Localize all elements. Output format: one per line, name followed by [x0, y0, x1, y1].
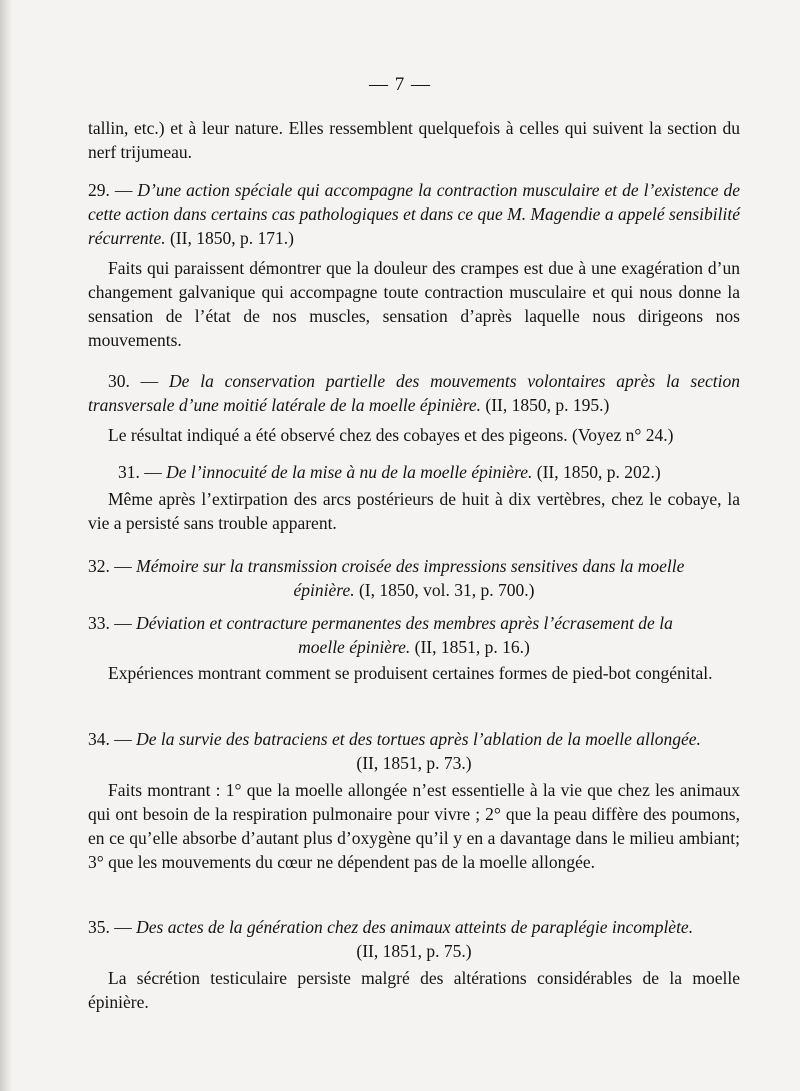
entry-32-title [88, 554, 740, 578]
entry-reference: (II, 1850, p. 171.) [169, 228, 294, 248]
entry-number: 29. — [88, 180, 133, 200]
entry-title-text: De la survie des batraciens et des tortues après l’ablation de la moelle allongée. [136, 729, 701, 749]
entry-31-body: Même après l’extirpation des arcs postérieurs de huit à dix vertèbres, chez le cobaye, la vie a persisté sans trouble apparent. [88, 489, 740, 533]
intro-paragraph: tallin, etc.) et à leur nature. Elles ressemblent quelquefois à celles qui suivent la section du nerf trijumeau. [88, 118, 740, 162]
entry-number: 32. — [88, 556, 132, 576]
entry-33-body: Expériences montrant comment se produisent certaines formes de pied-bot congénital. [108, 663, 713, 683]
entry-33-title-cont [88, 635, 740, 659]
entry-reference: (II, 1851, p. 16.) [414, 637, 530, 657]
entry-number: 34. — [88, 729, 132, 749]
entry-34-body: Faits montrant : 1° que la moelle allongée n’est essentielle à la vie que chez les animaux qui ont besoin de la respiration pulmonaire pour vivre ; 2° que la peau diffère des poumons, en ce qu’elle absorbe d’autant plus d’oxygène qu’il y en a davantage dans le milieu ambiant; 3° que les mouvements du cœur ne dépendent pas de la moelle allongée. [88, 780, 740, 872]
entry-reference: (II, 1851, p. 75.) [356, 941, 472, 961]
entry-title-text: D’une action spéciale qui accompagne la contraction musculaire et de l’existence de cette action dans certains cas pathologiques et dans ce que M. Magendie a appelé sensibilité récurrente. [88, 180, 741, 248]
entry-29-title [88, 178, 740, 250]
entry-30-title [88, 369, 740, 417]
entry-title-text: Mémoire sur la transmission croisée des impressions sensitives dans la moelle [136, 556, 685, 576]
entry-title-text: Déviation et contracture permanentes des membres après l’écrasement de la [136, 613, 673, 633]
entry-number: 30. — [108, 371, 159, 391]
entry-reference: (II, 1850, p. 195.) [485, 395, 610, 415]
entry-reference: (I, 1850, vol. 31, p. 700.) [358, 580, 535, 600]
entry-reference: (II, 1851, p. 73.) [356, 753, 472, 773]
entry-34-ref-line [88, 751, 740, 775]
entry-30-body: Le résultat indiqué a été observé chez des cobayes et des pigeons. (Voyez n° 24.) [108, 425, 674, 445]
entry-reference: (II, 1850, p. 202.) [536, 462, 661, 482]
entry-number: 35. — [88, 917, 132, 937]
entry-29-body: Faits qui paraissent démontrer que la douleur des crampes est due à une exagération d’un changement galvanique qui accompagne toute contraction musculaire et qui nous donne la sensation de l’état de nos muscles, sensation d’après laquelle nous dirigeons nos mouvements. [88, 258, 740, 350]
page-binding-edge [0, 0, 12, 1091]
entry-35-body: La sécrétion testiculaire persiste malgré des altérations considérables de la moelle épinière. [88, 968, 740, 1012]
entry-31-title [88, 460, 740, 484]
entry-32-title-cont [88, 578, 740, 602]
entry-33-title [88, 611, 740, 635]
entry-35-title [88, 915, 740, 939]
entry-title-text: moelle épinière. [298, 637, 411, 657]
entry-number: 31. — [118, 462, 162, 482]
entry-title-text: Des actes de la génération chez des animaux atteints de paraplégie incomplète. [136, 917, 694, 937]
entry-title-text: De la conservation partielle des mouvements volontaires après la section transversale d’une moitié latérale de la moelle épinière. [88, 371, 740, 415]
entry-35-ref-line [88, 939, 740, 963]
page-number: — 7 — [369, 74, 431, 95]
entry-title-text: épinière. [293, 580, 355, 600]
entry-34-title [88, 727, 740, 751]
entry-number: 33. — [88, 613, 132, 633]
entry-title-text: De l’innocuité de la mise à nu de la moelle épinière. [166, 462, 533, 482]
